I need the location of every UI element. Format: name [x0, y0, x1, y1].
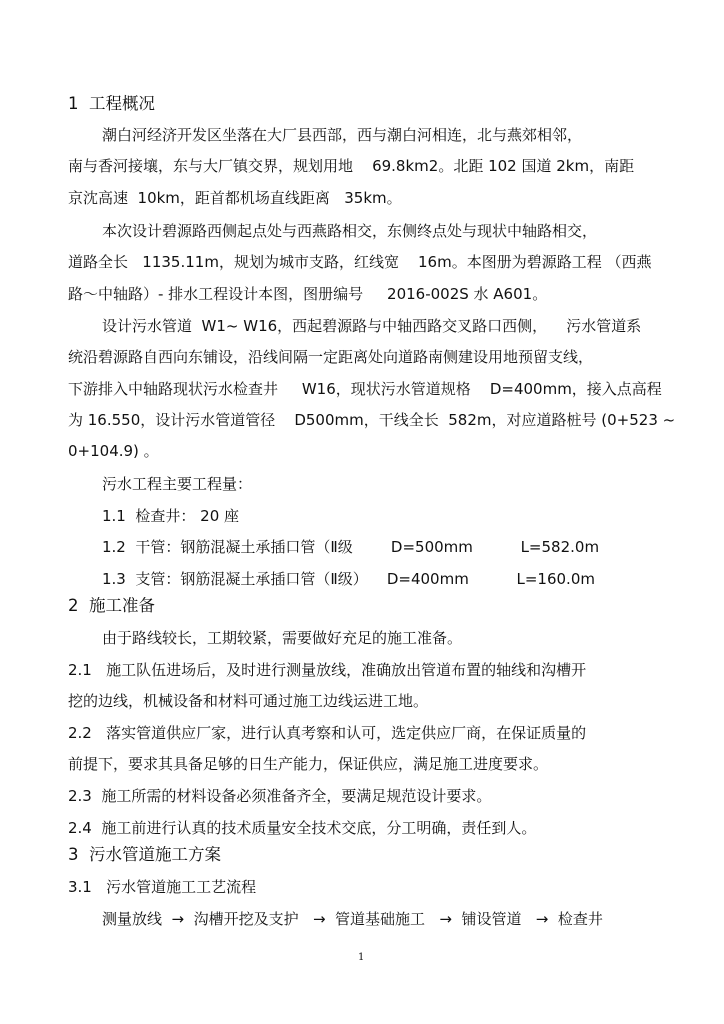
paragraph-line: 统沿碧源路自西向东铺设，沿线间隔一定距离处向道路南侧建设用地预留支线， — [68, 348, 594, 366]
paragraph-line: 0+104.9) 。 — [68, 442, 159, 460]
paragraph-line: 京沈高速 10km，距首都机场直线距离 35km。 — [68, 189, 402, 207]
paragraph-line: 2.4 施工前进行认真的技术质量安全技术交底，分工明确，责任到人。 — [68, 819, 537, 837]
paragraph-line: 污水工程主要工程量： — [102, 475, 253, 493]
quantity-line: 1.1 检查井： 20 座 — [102, 507, 240, 525]
quantity-line: 1.2 干管：钢筋混凝土承插口管（Ⅱ级 D=500mm L=582.0m — [102, 538, 600, 556]
paragraph-line: 设计污水管道 W1~ W16，西起碧源路与中轴西路交叉路口西侧， 污水管道系 — [102, 317, 642, 335]
paragraph-line: 挖的边线，机械设备和材料可通过施工边线运进工地。 — [68, 692, 429, 710]
quantity-line: 1.3 支管：钢筋混凝土承插口管（Ⅱ级） D=400mm L=160.0m — [102, 570, 595, 588]
paragraph-line: 2.1 施工队伍进场后，及时进行测量放线，准确放出管道布置的轴线和沟槽开 — [68, 661, 587, 679]
paragraph-line: 路～中轴路）- 排水工程设计本图，图册编号 2016-002S 水 A601。 — [68, 285, 548, 303]
paragraph-line: 潮白河经济开发区坐落在大厂县西部，西与潮白河相连，北与燕郊相邻， — [102, 126, 583, 144]
paragraph-line: 前提下，要求其具备足够的日生产能力，保证供应，满足施工进度要求。 — [68, 755, 549, 773]
section-heading-3: 3 污水管道施工方案 — [68, 845, 221, 864]
paragraph-line: 下游排入中轴路现状污水检查井 W16，现状污水管道规格 D=400mm，接入点高程 — [68, 380, 662, 398]
paragraph-line: 为 16.550，设计污水管道管径 D500mm，干线全长 582m，对应道路桩号 (0+523 ~ — [68, 411, 676, 429]
section-heading-1: 1 工程概况 — [68, 94, 155, 113]
paragraph-line: 2.2 落实管道供应厂家，进行认真考察和认可，选定供应厂商，在保证质量的 — [68, 724, 587, 742]
paragraph-line: 由于路线较长，工期较紧，需要做好充足的施工准备。 — [102, 629, 463, 647]
paragraph-line: 道路全长 1135.11m，规划为城市支路，红线宽 16m。本图册为碧源路工程 （西燕 — [68, 253, 652, 271]
subsection-heading: 3.1 污水管道施工工艺流程 — [68, 878, 257, 896]
paragraph-line: 南与香河接壤，东与大厂镇交界，规划用地 69.8km2。北距 102 国道 2km，南距 — [68, 157, 635, 175]
page-number: 1 — [358, 952, 365, 963]
section-heading-2: 2 施工准备 — [68, 596, 155, 615]
process-flow-line: 测量放线 → 沟槽开挖及支护 → 管道基础施工 → 铺设管道 → 检查井 — [102, 910, 603, 928]
paragraph-line: 2.3 施工所需的材料设备必须准备齐全，要满足规范设计要求。 — [68, 787, 492, 805]
paragraph-line: 本次设计碧源路西侧起点处与西燕路相交，东侧终点处与现状中轴路相交， — [102, 222, 598, 240]
